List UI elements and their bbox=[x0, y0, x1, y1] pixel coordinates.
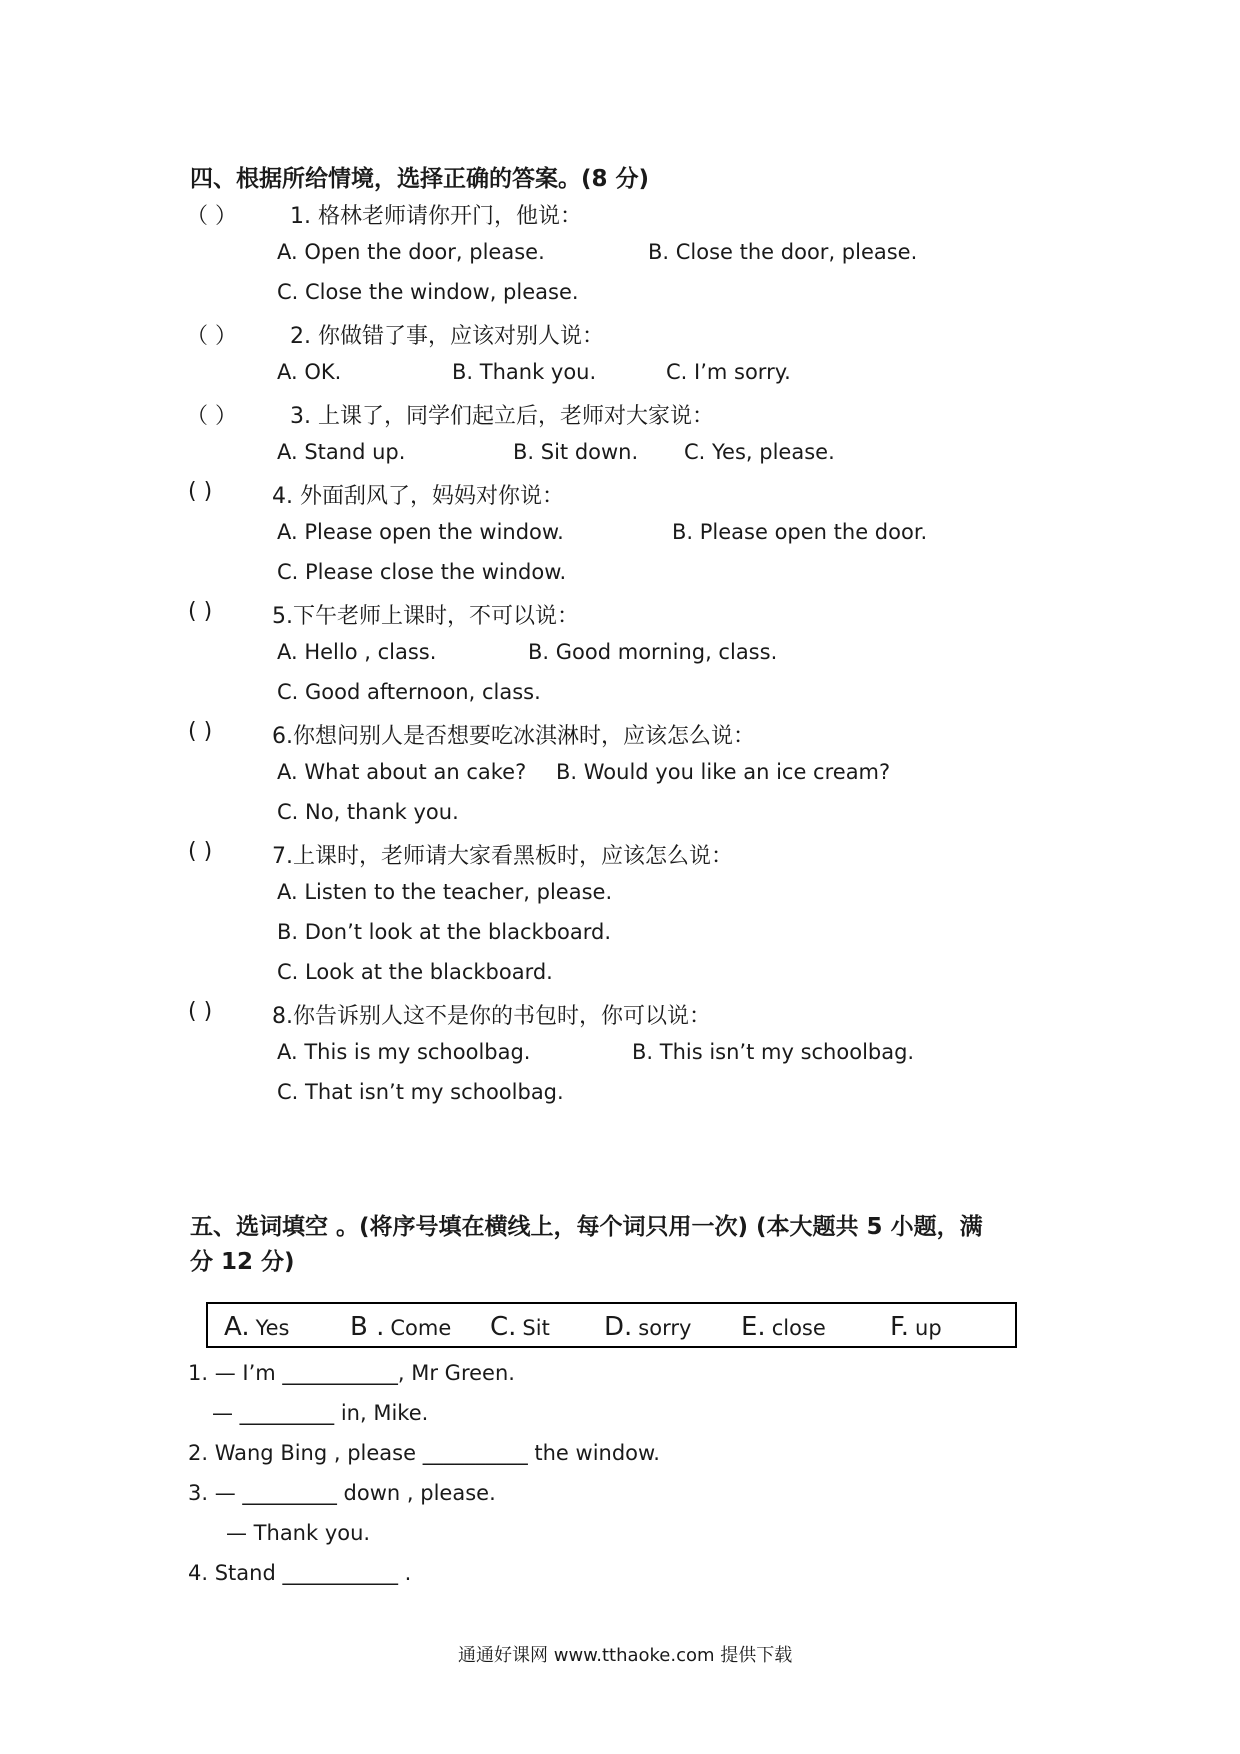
answer-paren-1: （ ） bbox=[186, 204, 237, 229]
question-8-option-b: B. This isn’t my schoolbag. bbox=[632, 1040, 915, 1064]
question-1-option-b: B. Close the door, please. bbox=[648, 240, 918, 264]
question-2-option-c: C. I’m sorry. bbox=[666, 360, 791, 384]
word-bank-item-e: E. close bbox=[741, 1312, 826, 1342]
section4-heading: 四、根据所给情境，选择正确的答案。(8 分) bbox=[190, 166, 650, 192]
answer-paren-8: ( ) bbox=[188, 999, 213, 1024]
question-4-option-c: C. Please close the window. bbox=[277, 560, 567, 584]
fill-item-3: 3. — _________ down , please. bbox=[188, 1481, 496, 1505]
answer-paren-5: ( ) bbox=[188, 599, 213, 624]
question-5-option-b: B. Good morning, class. bbox=[528, 640, 778, 664]
question-7-option-b: B. Don’t look at the blackboard. bbox=[277, 920, 612, 944]
question-3-option-c: C. Yes, please. bbox=[684, 440, 835, 464]
question-8-option-a: A. This is my schoolbag. bbox=[277, 1040, 531, 1064]
answer-paren-7: ( ) bbox=[188, 839, 213, 864]
question-1-option-a: A. Open the door, please. bbox=[277, 240, 545, 264]
word-bank-item-a: A. Yes bbox=[224, 1312, 290, 1342]
answer-paren-6: ( ) bbox=[188, 719, 213, 744]
question-4-prompt: 4. 外面刮风了，妈妈对你说： bbox=[272, 484, 564, 509]
answer-paren-3: （ ） bbox=[186, 404, 237, 429]
word-bank-box bbox=[206, 1302, 1017, 1348]
question-1-option-c: C. Close the window, please. bbox=[277, 280, 579, 304]
question-6-option-a: A. What about an cake? bbox=[277, 760, 527, 784]
question-3-prompt: 3. 上课了，同学们起立后，老师对大家说： bbox=[290, 404, 714, 429]
question-5-option-a: A. Hello , class. bbox=[277, 640, 437, 664]
word-bank-item-d: D. sorry bbox=[604, 1312, 692, 1342]
question-6-option-c: C. No, thank you. bbox=[277, 800, 459, 824]
word-bank-item-c: C. Sit bbox=[490, 1312, 550, 1342]
fill-item-1-reply: — _________ in, Mike. bbox=[212, 1401, 429, 1425]
question-7-option-a: A. Listen to the teacher, please. bbox=[277, 880, 613, 904]
question-1-prompt: 1. 格林老师请你开门，他说： bbox=[290, 204, 582, 229]
fill-item-4: 4. Stand ___________ . bbox=[188, 1561, 412, 1585]
question-4-option-a: A. Please open the window. bbox=[277, 520, 564, 544]
question-7-prompt: 7.上课时，老师请大家看黑板时，应该怎么说： bbox=[272, 844, 733, 869]
question-2-prompt: 2. 你做错了事，应该对别人说： bbox=[290, 324, 604, 349]
question-8-prompt: 8.你告诉别人这不是你的书包时，你可以说： bbox=[272, 1004, 711, 1029]
section5-heading-line2: 分 12 分) bbox=[190, 1249, 295, 1275]
fill-item-3-reply: — Thank you. bbox=[226, 1521, 371, 1545]
question-5-option-c: C. Good afternoon, class. bbox=[277, 680, 541, 704]
fill-item-1: 1. — I’m ___________, Mr Green. bbox=[188, 1361, 515, 1385]
answer-paren-4: ( ) bbox=[188, 479, 213, 504]
answer-paren-2: （ ） bbox=[186, 324, 237, 349]
word-bank-item-b: B . Come bbox=[350, 1312, 452, 1342]
question-2-option-b: B. Thank you. bbox=[452, 360, 597, 384]
question-8-option-c: C. That isn’t my schoolbag. bbox=[277, 1080, 564, 1104]
question-3-option-b: B. Sit down. bbox=[513, 440, 639, 464]
fill-item-2: 2. Wang Bing , please __________ the window. bbox=[188, 1441, 660, 1465]
question-5-prompt: 5.下午老师上课时，不可以说： bbox=[272, 604, 579, 629]
question-6-prompt: 6.你想问别人是否想要吃冰淇淋时，应该怎么说： bbox=[272, 724, 755, 749]
word-bank-item-f: F. up bbox=[890, 1312, 942, 1342]
section5-heading: 五、选词填空 。(将序号填在横线上，每个词只用一次) (本大题共 5 小题，满 bbox=[190, 1214, 983, 1240]
question-7-option-c: C. Look at the blackboard. bbox=[277, 960, 553, 984]
footer-text: 通通好课网 www.tthaoke.com 提供下载 bbox=[458, 1645, 793, 1666]
question-4-option-b: B. Please open the door. bbox=[672, 520, 928, 544]
question-6-option-b: B. Would you like an ice cream? bbox=[556, 760, 891, 784]
question-2-option-a: A. OK. bbox=[277, 360, 342, 384]
question-3-option-a: A. Stand up. bbox=[277, 440, 406, 464]
